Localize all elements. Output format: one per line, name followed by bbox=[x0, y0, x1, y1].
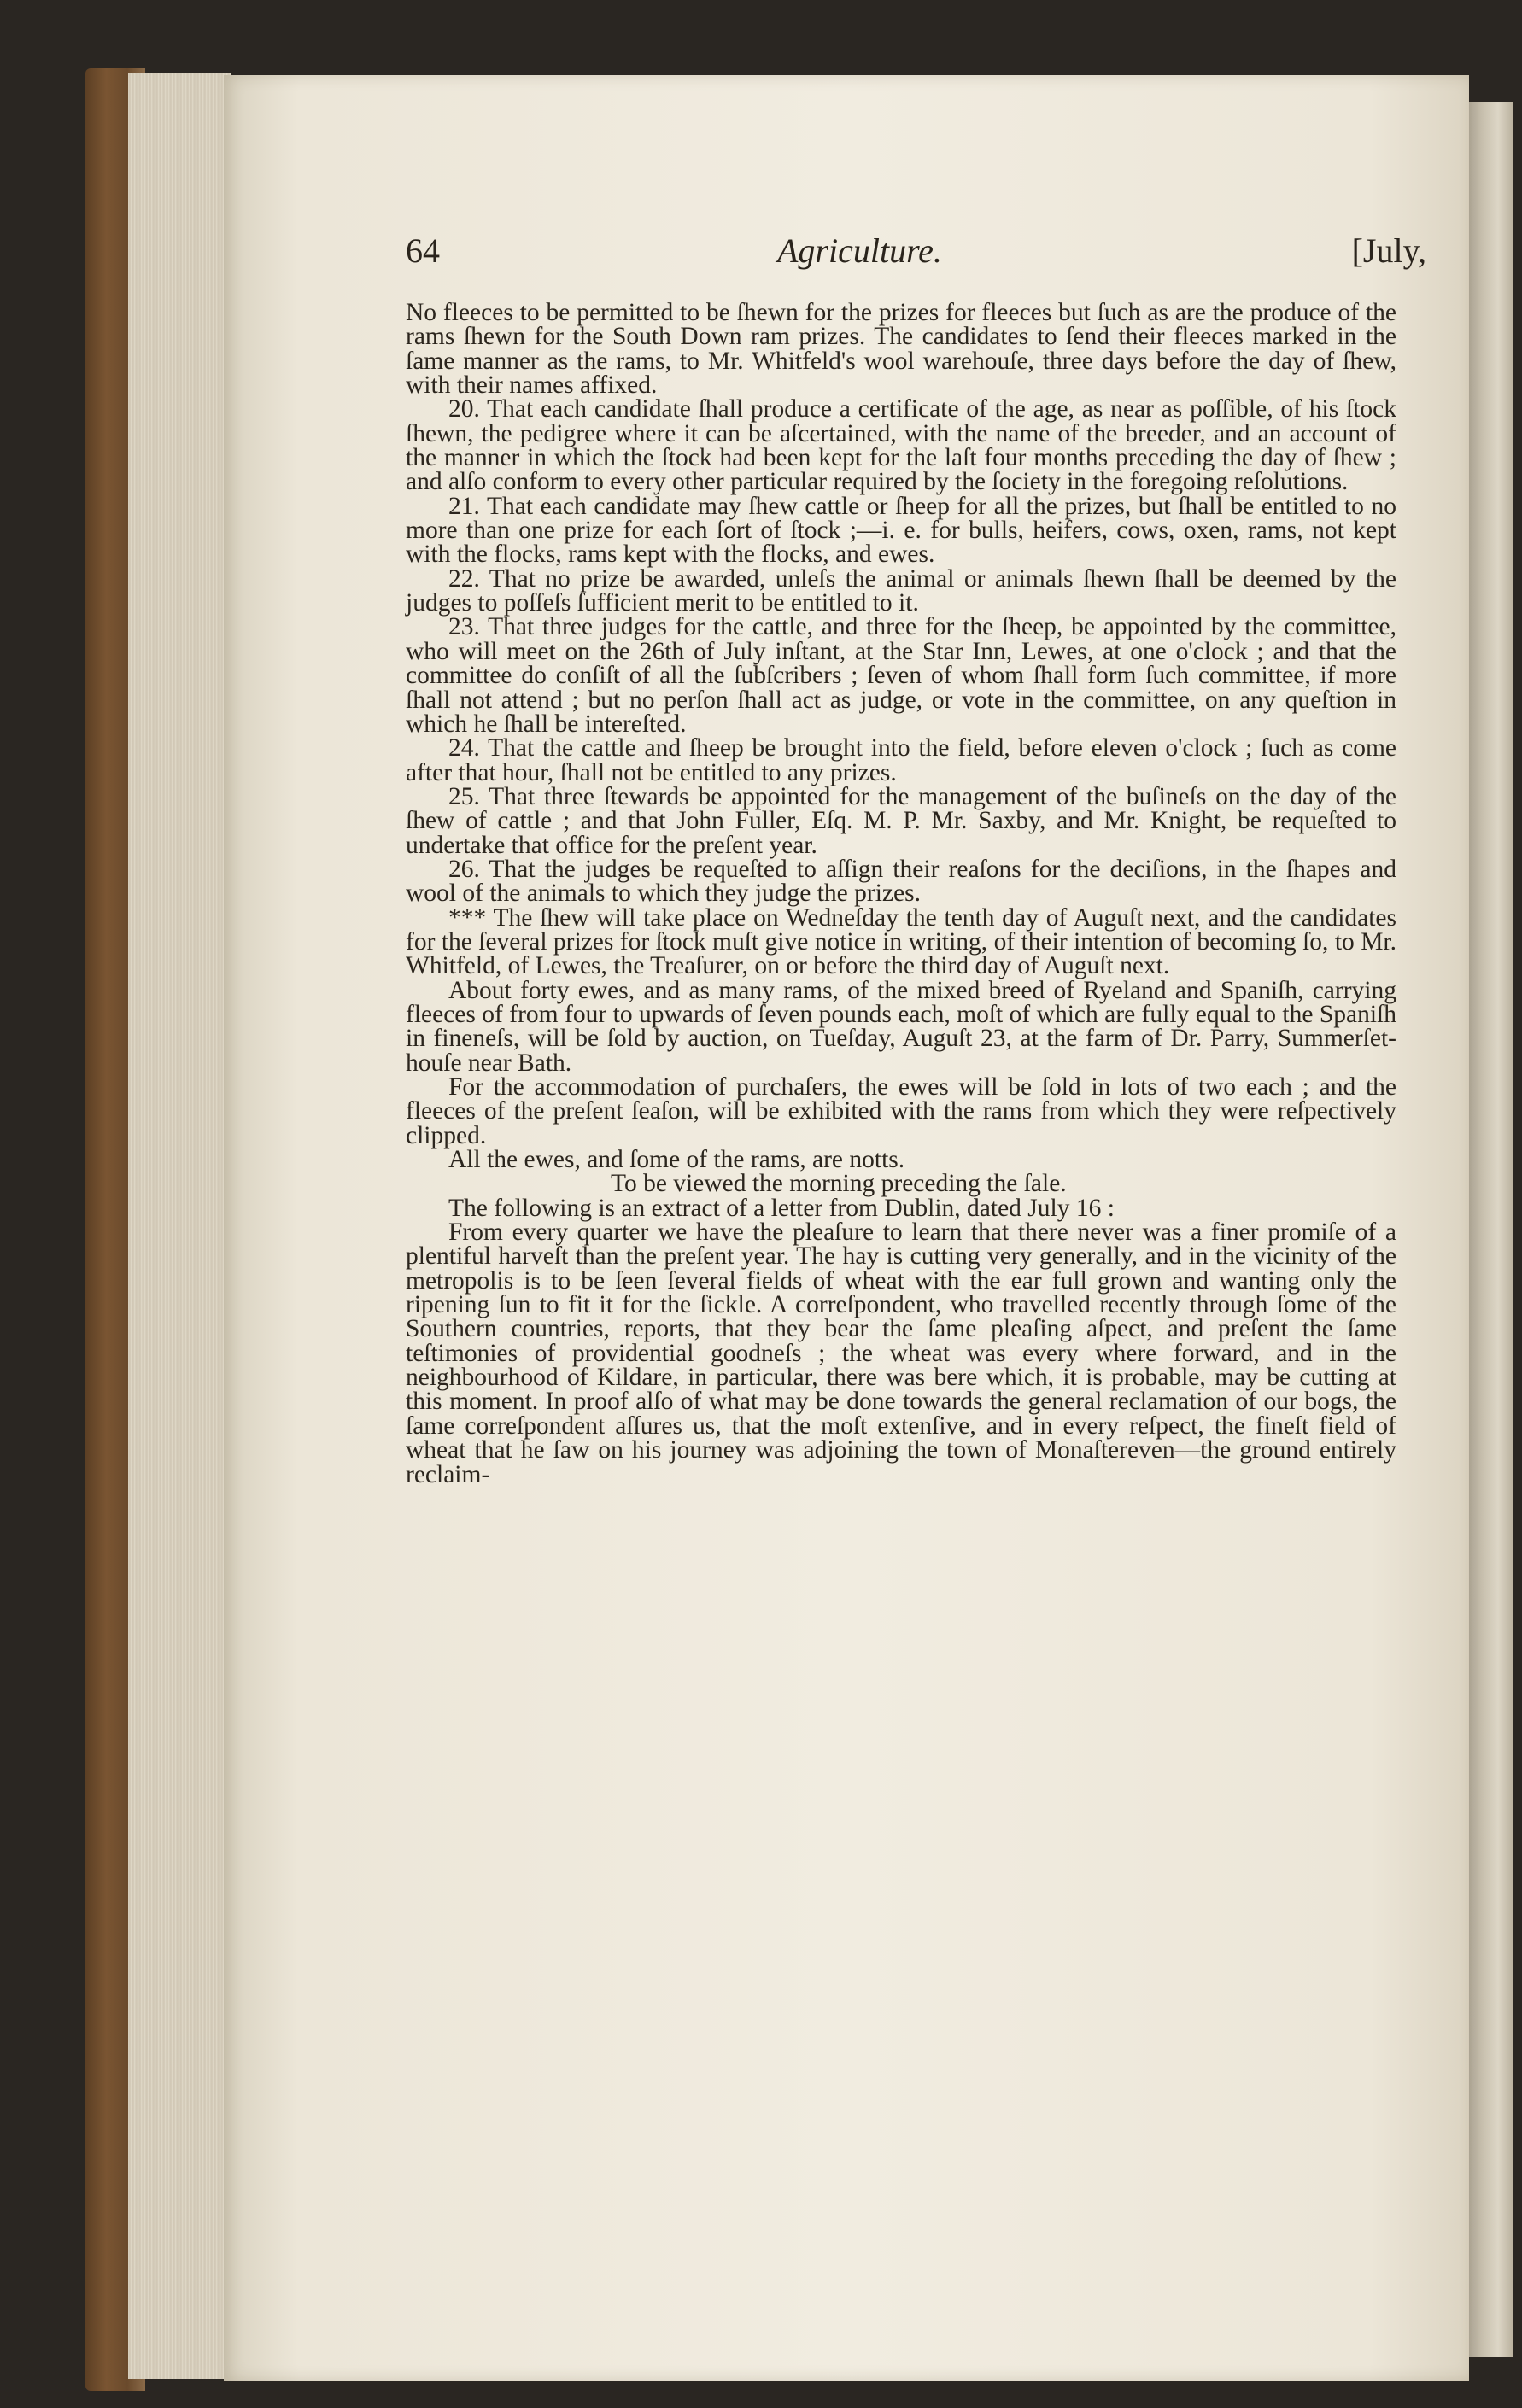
page-edges-right bbox=[1462, 102, 1513, 2357]
paragraph: 20. That each candidate ſhall produce a certificate of the age, as near as poſſible, of his ſtock ſhewn, the pedigree where it can be aſcertained, with the name of the breeder, and an account of the manner in which the ſtock had been kept for the laſt four months preceding the day of ſhew ; and alſo conform to every other particular required by the ſociety in the foregoing reſolutions. bbox=[406, 395, 1396, 496]
paragraph: 26. That the judges be requeſted to aſſign their reaſons for the deciſions, in the ſhapes and wool of the animals to which they judge the prizes. bbox=[406, 855, 1396, 908]
paragraph: To be viewed the morning preceding the ſale. bbox=[611, 1170, 1067, 1198]
paragraph: All the ewes, and ſome of the rams, are notts. bbox=[448, 1146, 905, 1174]
paragraph: 21. That each candidate may ſhew cattle or ſheep for all the prizes, but ſhall be entitled to no more than one prize for each ſort of ſtock ;—i. e. for bulls, heifers, cows, oxen, rams, not kept with the flocks, rams kept with the flocks, and ewes. bbox=[406, 492, 1396, 569]
page-number: 64 bbox=[406, 231, 440, 270]
running-month: [July, bbox=[1351, 231, 1426, 270]
paragraph: No fleeces to be permitted to be ſhewn for the prizes for fleeces but ſuch as are the produce of the rams ſhewn for the South Down ram prizes. The candidates to ſend their fleeces marked in the ſame manner as the rams, to Mr. Whitfeld's wool warehouſe, three days before the day of ſhew, with their names affixed. bbox=[406, 299, 1396, 400]
paragraph: From every quarter we have the pleaſure to learn that there never was a finer promiſe of a plentiful harveſt than the preſent year. The hay is cutting very generally, and in the vicinity of the metropolis is to be ſeen ſeveral fields of wheat with the ear full grown and wanting only the ripening ſun to fit it for the ſickle. A correſpondent, who travelled recently through ſome of the Southern countries, reports, that they bear the ſame pleaſing aſpect, and preſent the ſame teſtimonies of providential goodneſs ; the wheat was every where forward, and in the neighbourhood of Kildare, in particular, there was bere which, it is probable, may be cutting at this moment. In proof alſo of what may be done towards the general reclamation of our bogs, the ſame correſpondent aſſures us, that the moſt extenſive, and in every reſpect, the fineſt field of wheat that he ſaw on his journey was adjoining the town of Monaſtereven—the ground entirely reclaim- bbox=[406, 1219, 1396, 1488]
body-text bbox=[406, 301, 1396, 1487]
paragraph: The following is an extract of a letter from Dublin, dated July 16 : bbox=[448, 1194, 1115, 1222]
running-title: Agriculture. bbox=[777, 231, 942, 270]
paragraph: 22. That no prize be awarded, unleſs the animal or animals ſhewn ſhall be deemed by the judges to poſſeſs ſufficient merit to be entitled to it. bbox=[406, 564, 1396, 617]
paragraph: 23. That three judges for the cattle, and three for the ſheep, be appointed by the committee, who will meet on the 26th of July inſtant, at the Star Inn, Lewes, at one o'clock ; and that the committee do conſiſt of all the ſubſcribers ; ſeven of whom ſhall form ſuch committee, if more ſhall not attend ; but no perſon ſhall act as judge, or vote in the committee, on any queſtion in which he ſhall be intereſted. bbox=[406, 613, 1396, 738]
running-head bbox=[406, 231, 1426, 282]
paragraph: 24. That the cattle and ſheep be brought into the field, before eleven o'clock ; ſuch as come after that hour, ſhall not be entitled to any prizes. bbox=[406, 734, 1396, 786]
paragraph: For the accommodation of purchaſers, the ewes will be ſold in lots of two each ; and the fleeces of the preſent ſeaſon, will be exhibited with the rams from which they were reſpectively clipped. bbox=[406, 1073, 1396, 1149]
paragraph: About forty ewes, and as many rams, of the mixed breed of Ryeland and Spaniſh, carrying fleeces of from four to upwards of ſeven pounds each, moſt of which are fully equal to the Spaniſh in fineneſs, will be ſold by auction, on Tueſday, Auguſt 23, at the farm of Dr. Parry, Summerſet-houſe near Bath. bbox=[406, 976, 1396, 1077]
paragraph: *** The ſhew will take place on Wedneſday the tenth day of Auguſt next, and the candidates for the ſeveral prizes for ſtock muſt give notice in writing, of their intention of becoming ſo, to Mr. Whitfeld, of Lewes, the Treaſurer, on or before the third day of Auguſt next. bbox=[406, 903, 1396, 980]
page-edges-left bbox=[128, 73, 231, 2379]
paragraph: 25. That three ſtewards be appointed for the management of the buſineſs on the day of the ſhew of cattle ; and that John Fuller, Eſq. M. P. Mr. Saxby, and Mr. Knight, be requeſted to undertake that office for the preſent year. bbox=[406, 782, 1396, 859]
